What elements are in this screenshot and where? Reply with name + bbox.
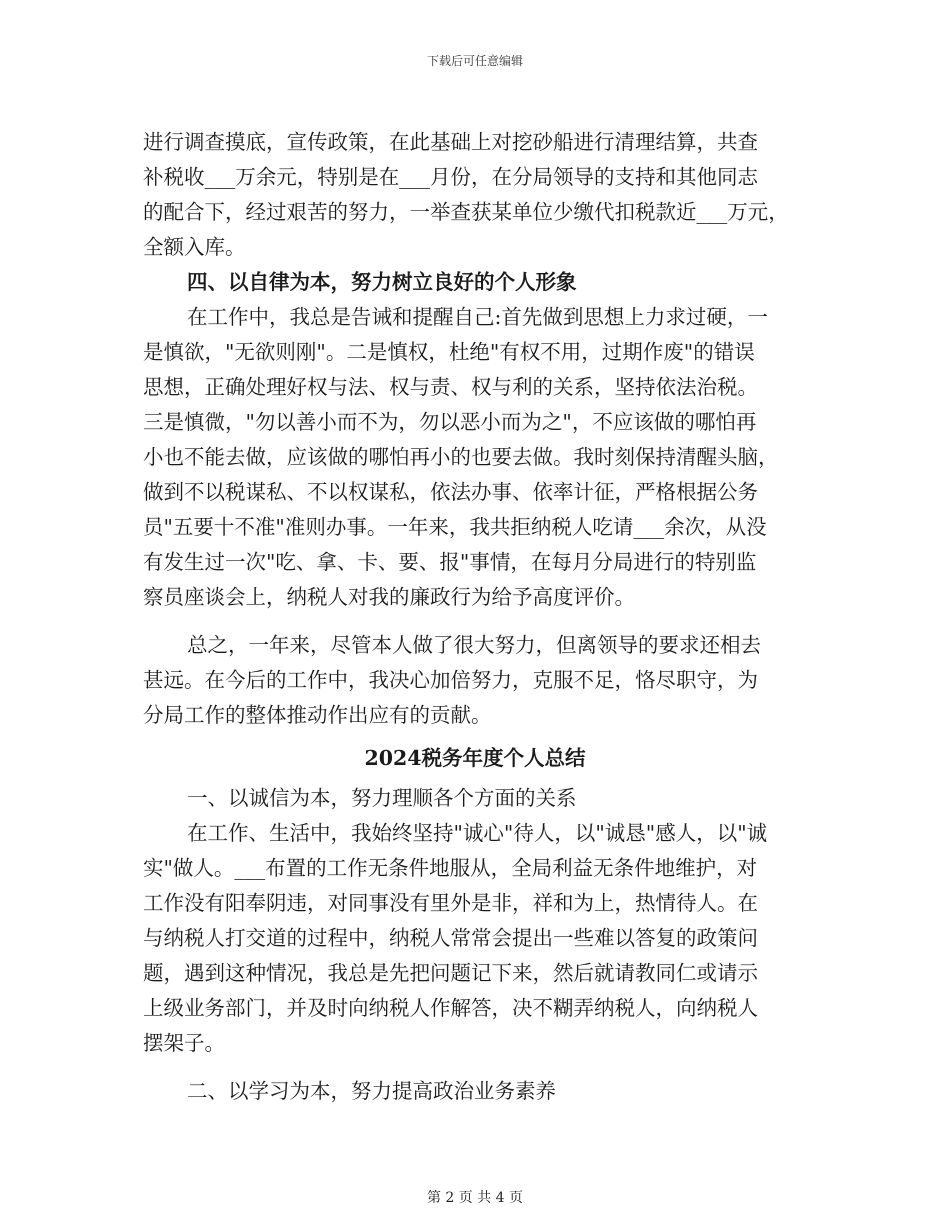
paragraph-line: 与纳税人打交道的过程中，纳税人常常会提出一些难以答复的政策问 bbox=[143, 926, 758, 950]
paragraph-line: 进行调查摸底，宣传政策，在此基础上对挖砂船进行清理结算，共查 bbox=[143, 130, 758, 154]
paragraph-line: 三是慎微，"勿以善小而不为，勿以恶小而为之"，不应该做的哪怕再 bbox=[143, 410, 757, 434]
paragraph-line: 小也不能去做，应该做的哪怕再小的也要去做。我时刻保持清醒头脑， bbox=[143, 445, 779, 469]
section-heading: 四、以自律为本，努力树立良好的个人形象 bbox=[187, 270, 577, 294]
paragraph-line: 甚远。在今后的工作中，我决心加倍努力，克服不足，恪尽职守，为 bbox=[143, 668, 758, 692]
paragraph-line: 员"五要十不准"准则办事。一年来，我共拒纳税人吃请___余次，从没 bbox=[143, 515, 767, 539]
paragraph-line: 有发生过一次"吃、拿、卡、要、报"事情，在每月分局进行的特别监 bbox=[143, 550, 757, 574]
page-header: 下载后可任意编辑 bbox=[426, 54, 523, 68]
paragraph-line: 在工作、生活中，我始终坚持"诚心"待人，以"诚恳"感人，以"诚 bbox=[187, 821, 768, 845]
section-heading: 一、以诚信为本，努力理顺各个方面的关系 bbox=[187, 786, 577, 810]
paragraph-line: 是慎欲，"无欲则刚"。二是慎权，杜绝"有权不用，过期作废"的错误 bbox=[143, 340, 755, 364]
paragraph-line: 摆架子。 bbox=[143, 1031, 225, 1055]
paragraph-line: 全额入库。 bbox=[143, 235, 246, 259]
paragraph-line: 做到不以税谋私、不以权谋私，依法办事、依率计征，严格根据公务 bbox=[143, 480, 758, 504]
paragraph-line: 上级业务部门，并及时向纳税人作解答，决不糊弄纳税人，向纳税人 bbox=[143, 996, 758, 1020]
paragraph-line: 工作没有阳奉阴违，对同事没有里外是非，祥和为上，热情待人。在 bbox=[143, 891, 758, 915]
paragraph-line: 在工作中，我总是告诫和提醒自己:首先做到思想上力求过硬，一 bbox=[187, 305, 768, 329]
section-heading: 二、以学习为本，努力提高政治业务素养 bbox=[187, 1079, 556, 1103]
paragraph-line: 总之，一年来，尽管本人做了很大努力，但离领导的要求还相去 bbox=[187, 633, 761, 657]
document-title: 2024税务年度个人总结 bbox=[364, 746, 586, 770]
paragraph-line: 思想，正确处理好权与法、权与责、权与利的关系，坚持依法治税。 bbox=[143, 375, 758, 399]
paragraph-line: 分局工作的整体推动作出应有的贡献。 bbox=[143, 703, 492, 727]
paragraph-line: 题，遇到这种情况，我总是先把问题记下来，然后就请教同仁或请示 bbox=[143, 961, 758, 985]
paragraph-line: 察员座谈会上，纳税人对我的廉政行为给予高度评价。 bbox=[143, 585, 635, 609]
paragraph-line: 实"做人。___布置的工作无条件地服从，全局利益无条件地维护，对 bbox=[143, 856, 758, 880]
paragraph-line: 的配合下，经过艰苦的努力，一举查获某单位少缴代扣税款近___万元， bbox=[143, 200, 789, 224]
paragraph-line: 补税收___万余元，特别是在___月份，在分局领导的支持和其他同志 bbox=[143, 165, 758, 189]
page-footer: 第 2 页 共 4 页 bbox=[426, 1190, 524, 1206]
